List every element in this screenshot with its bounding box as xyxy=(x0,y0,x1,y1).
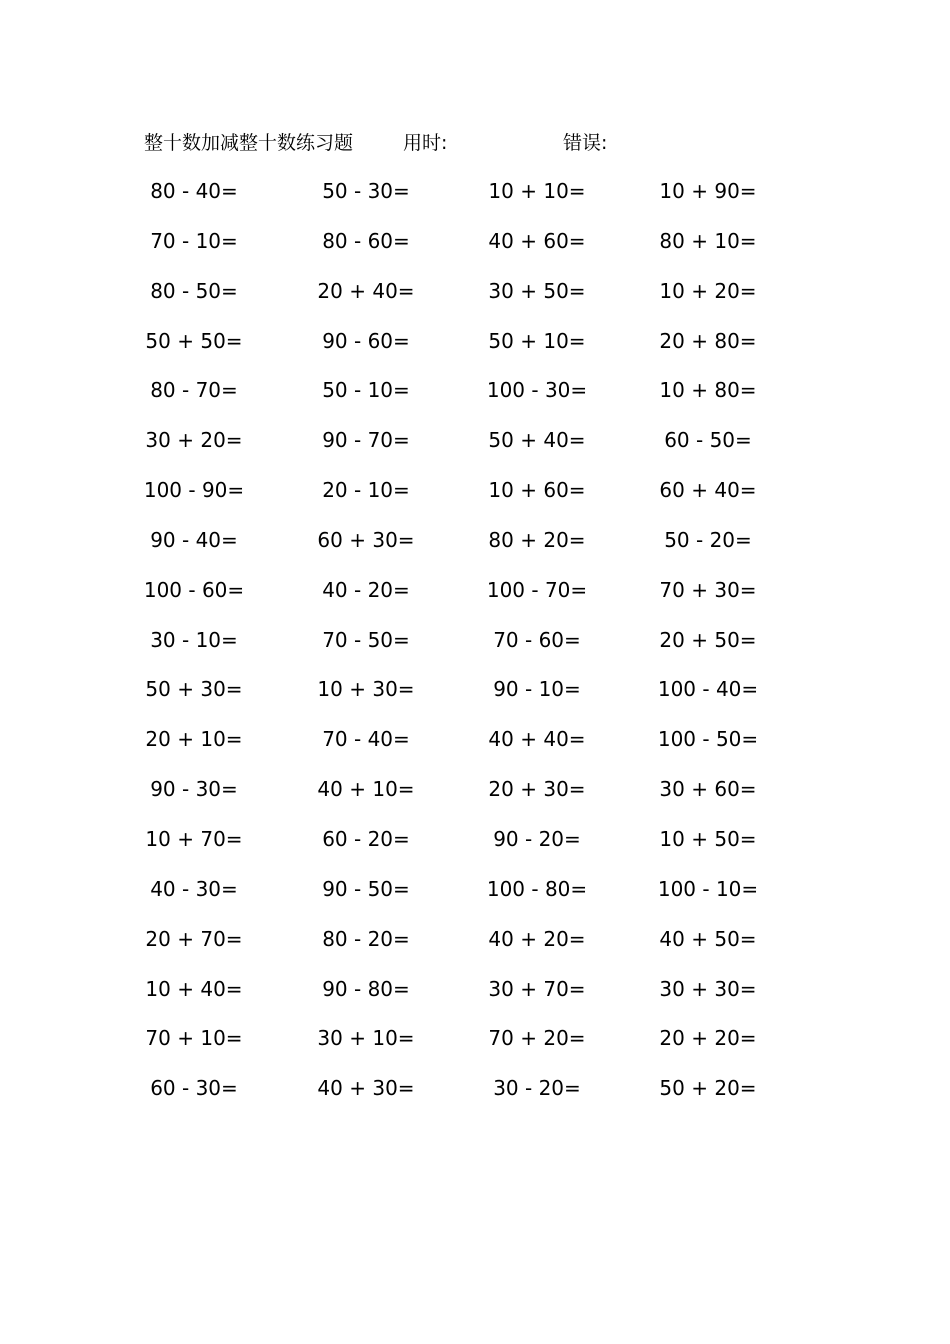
math-problem: 30 + 30= xyxy=(659,976,757,1001)
math-problem: 90 - 20= xyxy=(493,826,581,851)
math-problem: 70 - 10= xyxy=(150,228,238,253)
math-problem: 50 + 50= xyxy=(145,328,243,353)
math-problem: 10 + 20= xyxy=(659,278,757,303)
time-used-label: 用时: xyxy=(403,132,448,154)
math-problem: 10 + 80= xyxy=(659,378,757,403)
problem-row xyxy=(0,674,950,724)
math-problem: 100 - 80= xyxy=(486,876,588,901)
problem-row xyxy=(0,575,950,625)
math-problem: 40 + 10= xyxy=(317,777,415,802)
problem-row xyxy=(0,974,950,1024)
math-problem: 30 + 70= xyxy=(488,976,586,1001)
problem-row xyxy=(0,475,950,525)
math-problem: 20 + 10= xyxy=(145,727,243,752)
math-problem: 60 - 20= xyxy=(322,826,410,851)
math-problem: 40 - 30= xyxy=(150,876,238,901)
math-problem: 20 + 20= xyxy=(659,1026,757,1051)
math-problem: 100 - 40= xyxy=(657,677,759,702)
math-problem: 40 - 20= xyxy=(322,577,410,602)
math-problem: 50 + 20= xyxy=(659,1076,757,1101)
math-problem: 40 + 50= xyxy=(659,926,757,951)
problem-row xyxy=(0,176,950,226)
math-problem: 60 + 30= xyxy=(317,527,415,552)
math-problem: 70 - 60= xyxy=(493,627,581,652)
math-problem: 20 + 40= xyxy=(317,278,415,303)
math-problem: 100 - 30= xyxy=(486,378,588,403)
math-problem: 10 + 30= xyxy=(317,677,415,702)
math-problem: 30 - 10= xyxy=(150,627,238,652)
math-problem: 80 - 70= xyxy=(150,378,238,403)
math-problem: 80 - 20= xyxy=(322,926,410,951)
math-problem: 100 - 90= xyxy=(143,478,245,503)
worksheet-header xyxy=(0,128,950,158)
math-problem: 100 - 60= xyxy=(143,577,245,602)
math-problem: 20 + 30= xyxy=(488,777,586,802)
math-problem: 60 - 30= xyxy=(150,1076,238,1101)
math-problem: 90 - 40= xyxy=(150,527,238,552)
math-problem: 70 + 20= xyxy=(488,1026,586,1051)
worksheet-title: 整十数加减整十数练习题 xyxy=(144,132,354,154)
math-problem: 30 + 20= xyxy=(145,428,243,453)
math-problem: 50 + 10= xyxy=(488,328,586,353)
problem-row xyxy=(0,774,950,824)
math-problem: 90 - 70= xyxy=(322,428,410,453)
math-problem: 100 - 50= xyxy=(657,727,759,752)
math-problem: 20 + 70= xyxy=(145,926,243,951)
problem-row xyxy=(0,625,950,675)
math-problem: 30 - 20= xyxy=(493,1076,581,1101)
math-problem: 90 - 30= xyxy=(150,777,238,802)
math-problem: 70 - 50= xyxy=(322,627,410,652)
math-problem: 70 + 10= xyxy=(145,1026,243,1051)
math-problem: 10 + 70= xyxy=(145,826,243,851)
math-problem: 100 - 10= xyxy=(657,876,759,901)
math-problem: 70 + 30= xyxy=(659,577,757,602)
math-problem: 90 - 60= xyxy=(322,328,410,353)
math-problem: 90 - 50= xyxy=(322,876,410,901)
problem-row xyxy=(0,525,950,575)
math-problem: 30 + 60= xyxy=(659,777,757,802)
math-problem: 10 + 90= xyxy=(659,179,757,203)
math-problem: 40 + 30= xyxy=(317,1076,415,1101)
math-problem: 70 - 40= xyxy=(322,727,410,752)
math-problem: 20 + 80= xyxy=(659,328,757,353)
math-problem: 80 + 20= xyxy=(488,527,586,552)
math-problem: 20 + 50= xyxy=(659,627,757,652)
problem-row xyxy=(0,425,950,475)
errors-label: 错误: xyxy=(563,132,608,154)
problem-row xyxy=(0,824,950,874)
problem-row xyxy=(0,226,950,276)
math-problem: 10 + 10= xyxy=(488,179,586,203)
math-problem: 80 - 50= xyxy=(150,278,238,303)
math-problem: 60 + 40= xyxy=(659,478,757,503)
problem-row xyxy=(0,924,950,974)
math-problem: 80 - 60= xyxy=(322,228,410,253)
math-problem: 50 - 20= xyxy=(664,527,752,552)
math-problem: 10 + 60= xyxy=(488,478,586,503)
math-problem: 10 + 40= xyxy=(145,976,243,1001)
problem-row xyxy=(0,1023,950,1073)
math-problem: 90 - 10= xyxy=(493,677,581,702)
math-problem: 10 + 50= xyxy=(659,826,757,851)
problem-row xyxy=(0,375,950,425)
math-problem: 40 + 40= xyxy=(488,727,586,752)
problem-row xyxy=(0,724,950,774)
math-problem: 60 - 50= xyxy=(664,428,752,453)
math-problem: 50 + 40= xyxy=(488,428,586,453)
math-problem: 50 - 30= xyxy=(322,179,410,203)
math-problem: 100 - 70= xyxy=(486,577,588,602)
math-problem: 80 + 10= xyxy=(659,228,757,253)
math-problem: 50 - 10= xyxy=(322,378,410,403)
math-problem: 30 + 10= xyxy=(317,1026,415,1051)
problem-row xyxy=(0,874,950,924)
problem-grid xyxy=(0,176,950,1123)
math-problem: 90 - 80= xyxy=(322,976,410,1001)
problem-row xyxy=(0,276,950,326)
math-problem: 80 - 40= xyxy=(150,179,238,203)
math-problem: 30 + 50= xyxy=(488,278,586,303)
math-problem: 20 - 10= xyxy=(322,478,410,503)
problem-row xyxy=(0,1073,950,1123)
math-problem: 40 + 60= xyxy=(488,228,586,253)
math-problem: 50 + 30= xyxy=(145,677,243,702)
problem-row xyxy=(0,326,950,376)
math-problem: 40 + 20= xyxy=(488,926,586,951)
